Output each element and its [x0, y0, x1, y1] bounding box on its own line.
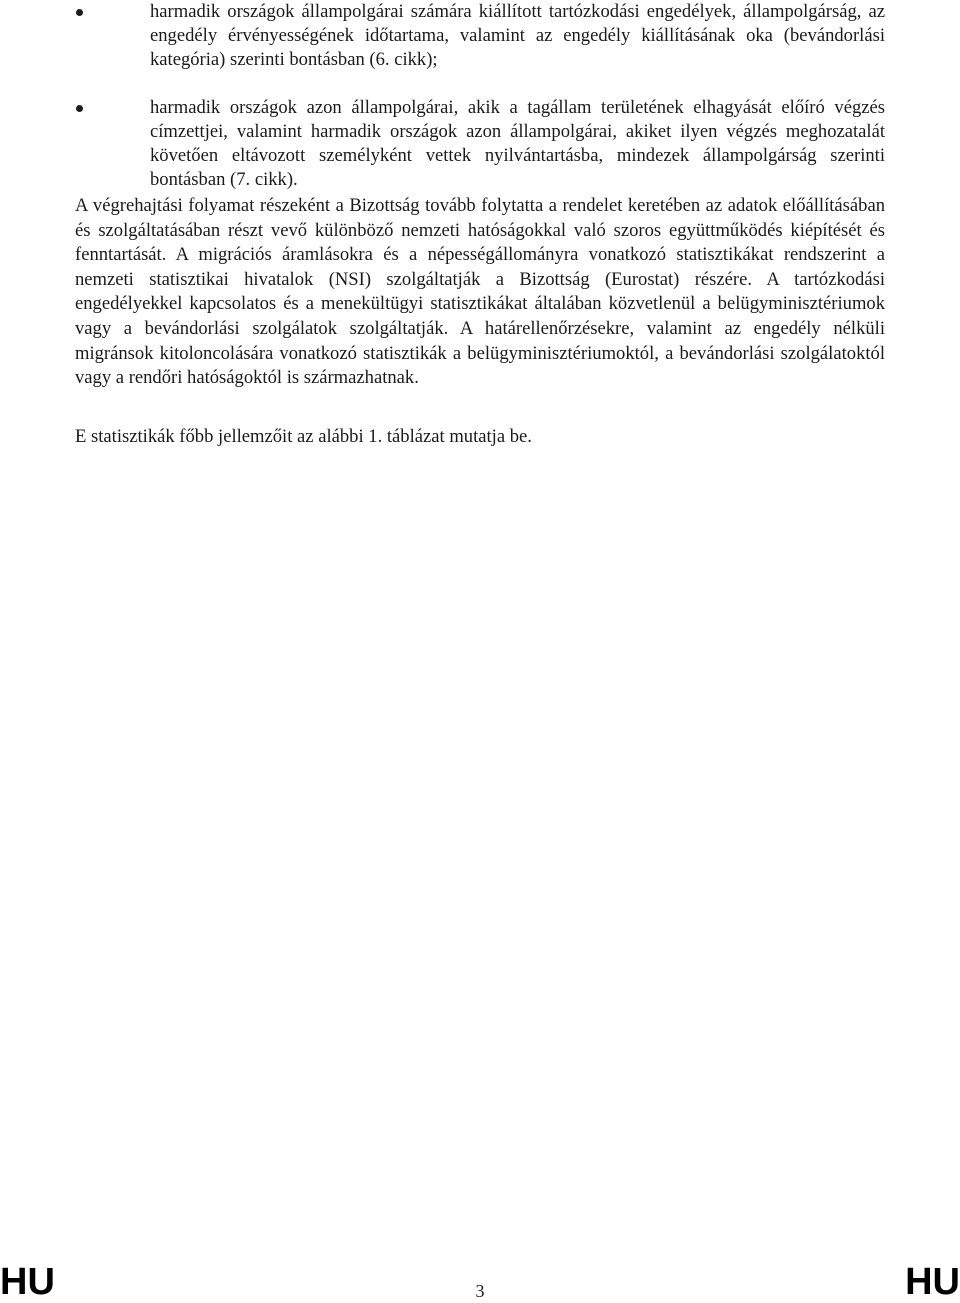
footer-language-code-right: HU — [905, 1261, 960, 1303]
list-item — [0, 0, 960, 72]
bullet-icon — [76, 9, 83, 16]
body-paragraph: E statisztikák főbb jellemzőit az alábbi 1. táblázat mutatja be. — [75, 426, 532, 447]
bullet-list — [0, 0, 960, 192]
bullet-text: harmadik országok állampolgárai számára kiállított tartózkodási engedélyek, állampolgárság, az engedély érvényességének időtartama, valamint az engedély kiállításának oka (bevándorlási kategória) szerinti bontásban (6. cikk); — [150, 1, 885, 70]
list-item — [0, 96, 960, 192]
page-number: 3 — [475, 1281, 485, 1301]
footer-language-code-left: HU — [0, 1261, 55, 1303]
body-paragraph: A végrehajtási folyamat részeként a Bizottság tovább folytatta a rendelet keretében az adatok előállításában és szolgáltatásában részt vevő különböző nemzeti hatóságokkal való szoros együttműködés kiépítését és fenntartását. A migrációs áramlásokra és a népességállományra vonatkozó statisztikákat rendszerint a nemzeti statisztikai hivatalok (NSI) szolgáltatják a Bizottság (Eurostat) részére. A tartózkodási engedélyekkel kapcsolatos és a menekültügyi statisztikákat általában közvetlenül a belügyminisztériumok vagy a bevándorlási szolgálatok szolgáltatják. A határellenőrzésekre, valamint az engedély nélküli migránsok kitoloncolására vonatkozó statisztikák a belügyminisztériumoktól, a bevándorlási szolgálatoktól vagy a rendőri hatóságoktól is származhatnak. — [75, 195, 885, 389]
bullet-icon — [76, 105, 83, 112]
bullet-text: harmadik országok azon állampolgárai, akik a tagállam területének elhagyását előíró végzés címzettjei, valamint harmadik országok azon állampolgárai, akiket ilyen végzés meghozatalát követően eltávozott személyként vettek nyilvántartásba, mindezek állampolgárság szerinti bontásban (7. cikk). — [150, 97, 885, 190]
